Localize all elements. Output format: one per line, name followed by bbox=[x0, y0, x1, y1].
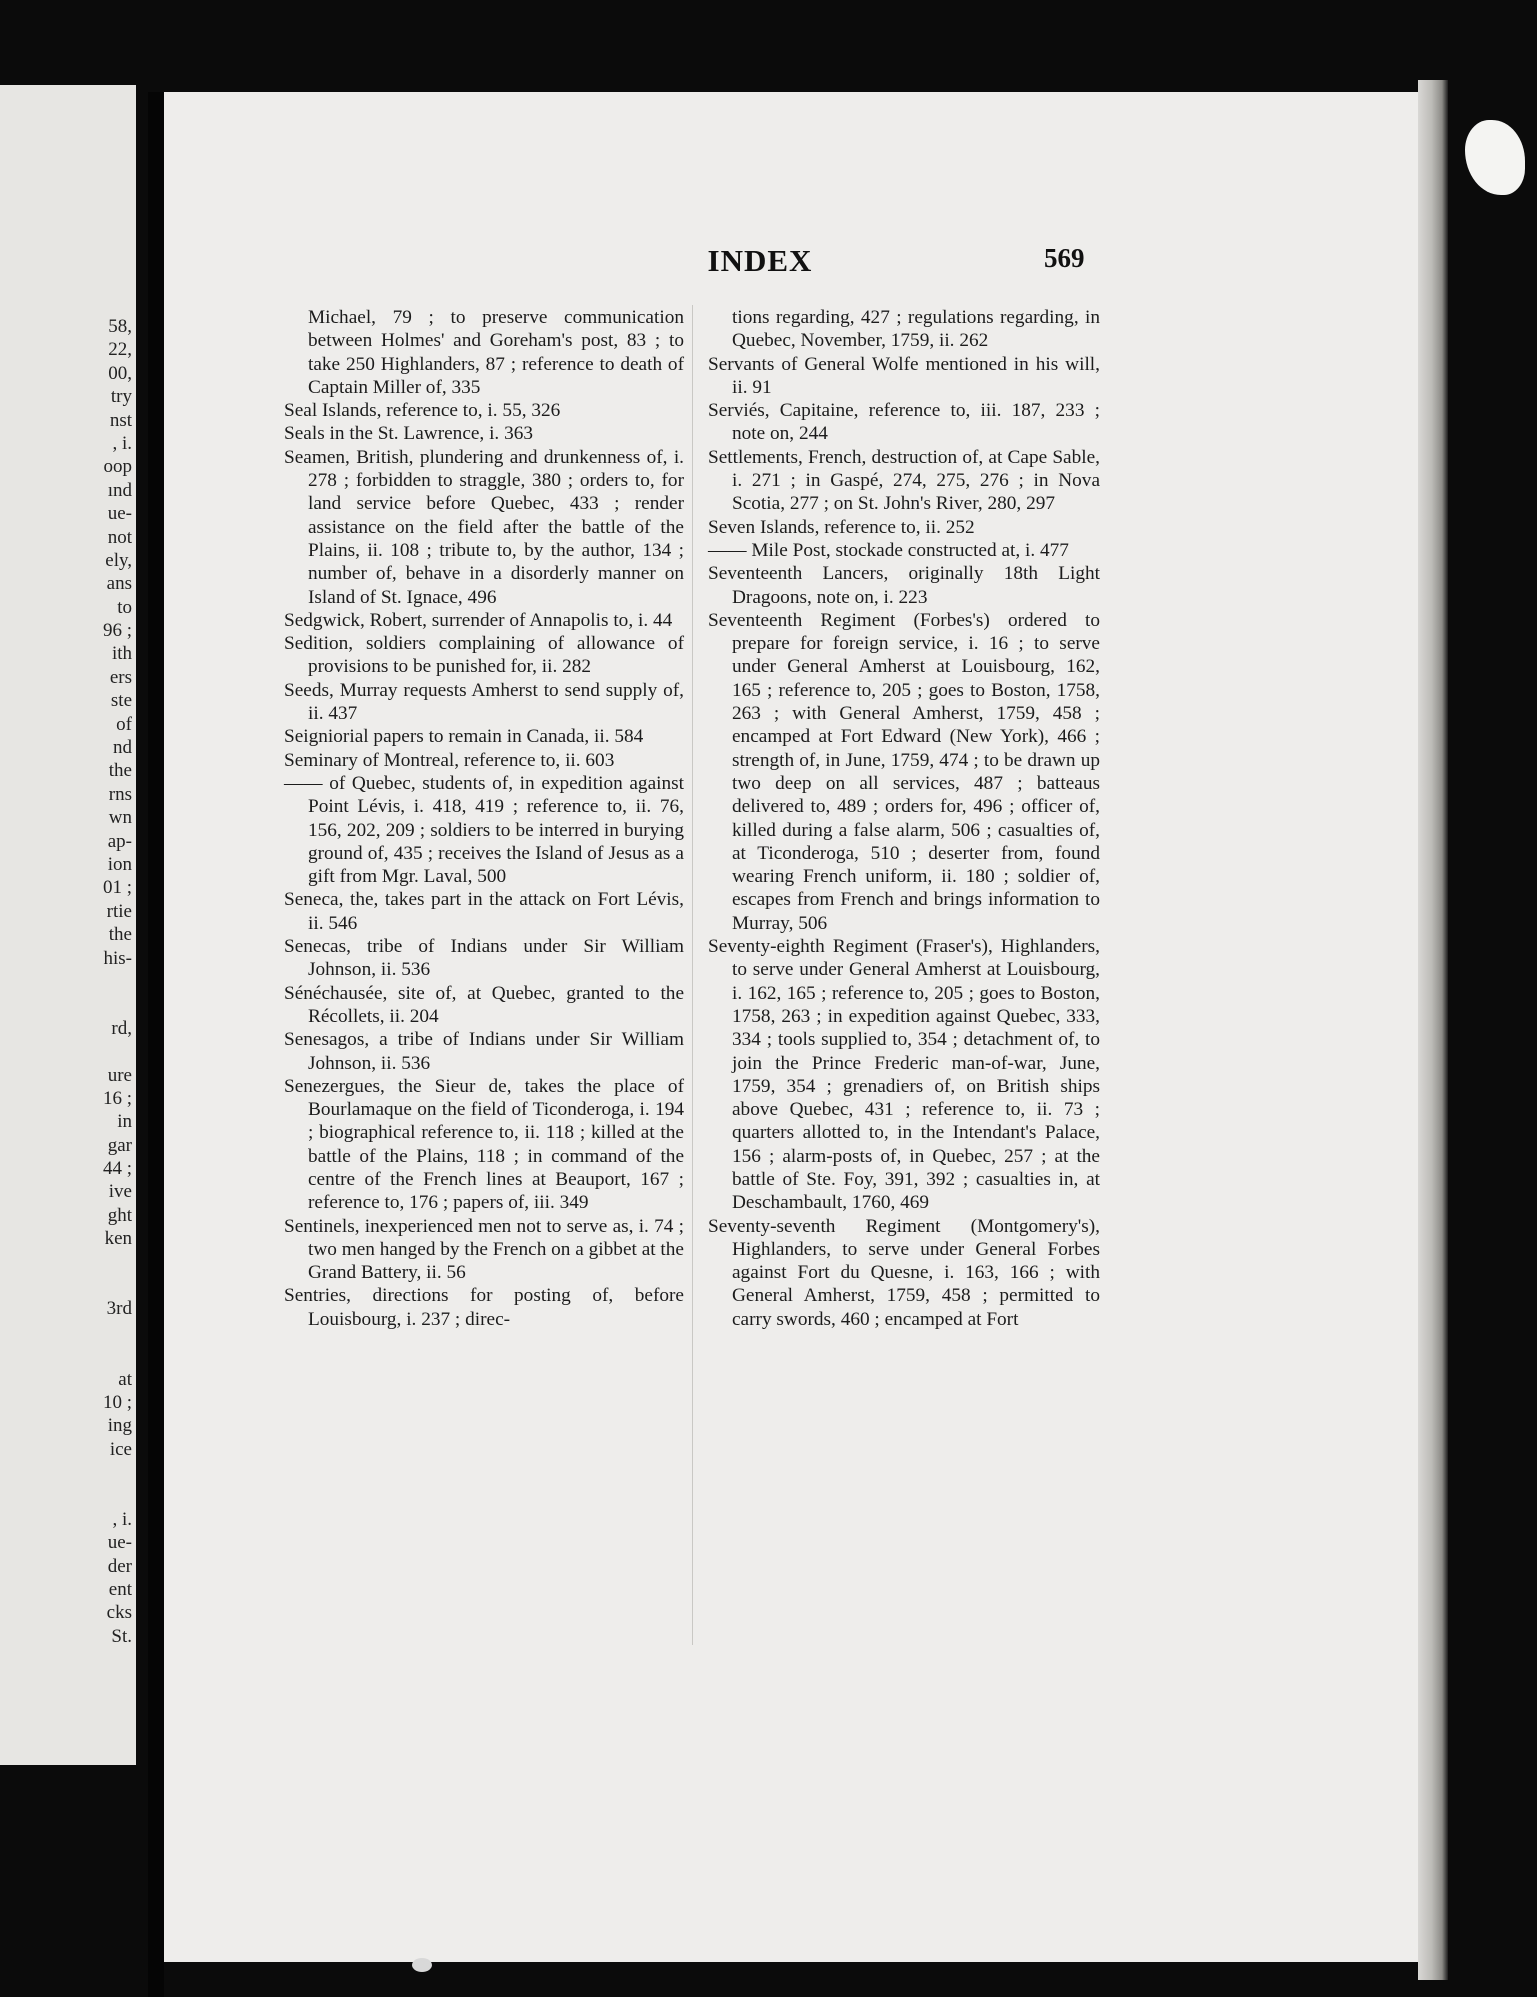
facing-page-line: not bbox=[107, 526, 132, 548]
index-entry: —— Mile Post, stockade constructed at, i. 477 bbox=[708, 539, 1069, 561]
facing-page-line: 00, bbox=[108, 362, 132, 384]
facing-page-line: der bbox=[107, 1555, 132, 1577]
facing-page-line: the bbox=[108, 760, 132, 782]
index-entry: Seigniorial papers to remain in Canada, ii. 584 bbox=[284, 726, 644, 748]
facing-page-line: , i. bbox=[112, 1508, 132, 1530]
facing-page-line: ing bbox=[107, 1415, 132, 1437]
facing-page-line: ans bbox=[106, 573, 132, 595]
facing-page-line: nst bbox=[109, 409, 132, 431]
facing-page-line: cks bbox=[106, 1602, 132, 1624]
facing-page-line: his- bbox=[103, 947, 132, 969]
facing-page-line: ken bbox=[104, 1228, 132, 1250]
index-entry: Sedgwick, Robert, surrender of Annapolis to, i. 44 bbox=[284, 609, 673, 631]
paper-tear bbox=[1465, 120, 1525, 195]
index-entry: Seal Islands, reference to, i. 55, 326 bbox=[284, 400, 561, 422]
facing-page-line: ely, bbox=[105, 549, 132, 571]
index-entry: Senesagos, a tribe of Indians under Sir William Johnson, ii. 536 bbox=[284, 1029, 684, 1074]
index-entry: Michael, 79 ; to preserve communication between Holmes' and Goreham's post, 83 ; to take 250 Highlanders, 87 ; reference to death of Captain Miller of, 335 bbox=[308, 307, 684, 398]
facing-page-line: ion bbox=[107, 853, 132, 875]
facing-page-line: ive bbox=[108, 1181, 132, 1203]
facing-page-line: 96 ; bbox=[102, 620, 132, 642]
index-column-right bbox=[708, 306, 1100, 1331]
scan-smudge bbox=[412, 1958, 432, 1972]
page-edge bbox=[1418, 80, 1448, 1980]
index-entry: Settlements, French, destruction of, at Cape Sable, i. 271 ; in Gaspé, 274, 275, 276 ; in Nova Scotia, 277 ; on St. John's River, 280, 297 bbox=[708, 446, 1100, 515]
facing-page-line: at bbox=[118, 1368, 132, 1390]
facing-page-line: nd bbox=[113, 737, 132, 759]
facing-page-fragment bbox=[0, 85, 136, 1765]
index-entry: Senezergues, the Sieur de, takes the place of Bourlamaque on the field of Ticonderoga, i. 194 ; biographical reference to, ii. 118 ; killed at the battle of the Plains, 118 ; in command of the centre of the French lines at Beauport, 167 ; reference to, 176 ; papers of, iii. 349 bbox=[284, 1075, 684, 1214]
facing-page-line bbox=[12, 1040, 132, 1063]
facing-page-line: rtie bbox=[106, 900, 132, 922]
index-entry: Seventeenth Lancers, originally 18th Light Dragoons, note on, i. 223 bbox=[708, 563, 1100, 608]
book-gutter bbox=[148, 92, 164, 1997]
index-column-left bbox=[284, 306, 684, 1331]
facing-page-line: ice bbox=[109, 1438, 132, 1460]
facing-page-line: to bbox=[117, 596, 132, 618]
facing-page-line: 22, bbox=[108, 339, 132, 361]
index-entry: Seminary of Montreal, reference to, ii. 603 bbox=[284, 749, 615, 771]
index-entry: Seamen, British, plundering and drunkenness of, i. 278 ; forbidden to straggle, 380 ; orders to, for land service before Quebec, 433 ; render assistance on the field after the battle of the Plains, ii. 108 ; tribute to, by the author, 134 ; number of, behave in a disorderly manner on Island of St. Ignace, 496 bbox=[284, 446, 684, 608]
facing-page-line: of bbox=[116, 713, 132, 735]
index-entry: Senecas, tribe of Indians under Sir William Johnson, ii. 536 bbox=[284, 936, 684, 981]
page-header bbox=[0, 243, 1537, 283]
facing-page-line bbox=[12, 1344, 132, 1367]
facing-page-line: 3rd bbox=[106, 1298, 132, 1320]
index-entry: tions regarding, 427 ; regulations regarding, in Quebec, November, 1759, ii. 262 bbox=[732, 307, 1100, 352]
index-entry: Sedition, soldiers complaining of allowance of provisions to be punished for, ii. 282 bbox=[284, 633, 684, 678]
facing-page-line: ure bbox=[107, 1064, 132, 1086]
column-divider bbox=[692, 305, 693, 1645]
facing-page-line: gar bbox=[107, 1134, 132, 1156]
facing-page-line: ent bbox=[108, 1579, 132, 1601]
facing-page-line: 58, bbox=[108, 316, 132, 337]
facing-page-line: , i. bbox=[112, 432, 132, 454]
facing-page-line: ght bbox=[107, 1204, 132, 1226]
facing-page-line: ste bbox=[110, 690, 132, 712]
facing-page-line: 44 ; bbox=[102, 1158, 132, 1180]
facing-page-text bbox=[12, 315, 132, 1648]
index-entry: Servants of General Wolfe mentioned in his will, ii. 91 bbox=[708, 353, 1100, 398]
facing-page-line bbox=[12, 1251, 132, 1274]
index-entry: Serviés, Capitaine, reference to, iii. 187, 233 ; note on, 244 bbox=[708, 400, 1100, 445]
facing-page-line: ınd bbox=[107, 479, 132, 501]
index-entry: Seventy-seventh Regiment (Montgomery's), Highlanders, to serve under General Forbes against Fort du Quesne, i. 163, 166 ; with General Amherst, 1759, 458 ; permitted to carry swords, 460 ; encamped at Fort bbox=[708, 1215, 1100, 1330]
facing-page-line: ue- bbox=[107, 1532, 132, 1554]
index-entry: —— of Quebec, students of, in expedition against Point Lévis, i. 418, 419 ; reference to, ii. 76, 156, 202, 209 ; soldiers to be interred in burying ground of, 435 ; receives the Island of Jesus as a gift from Mgr. Laval, 500 bbox=[284, 772, 684, 888]
index-entry: Seven Islands, reference to, ii. 252 bbox=[708, 516, 975, 538]
facing-page-line: 10 ; bbox=[102, 1391, 132, 1413]
facing-page-line: in bbox=[117, 1111, 132, 1133]
facing-page-line: 01 ; bbox=[102, 877, 132, 899]
facing-page-line: ers bbox=[109, 666, 132, 688]
facing-page-line: the bbox=[108, 924, 132, 946]
facing-page-line: 16 ; bbox=[102, 1087, 132, 1109]
facing-page-line bbox=[12, 1461, 132, 1484]
facing-page-line bbox=[12, 993, 132, 1016]
facing-page-line: rd, bbox=[111, 1017, 132, 1039]
facing-page-line: St. bbox=[111, 1625, 132, 1647]
index-entry: Seeds, Murray requests Amherst to send supply of, ii. 437 bbox=[284, 679, 684, 725]
running-head: INDEX bbox=[707, 243, 813, 278]
index-entry: Seals in the St. Lawrence, i. 363 bbox=[284, 423, 533, 445]
index-entry: Seventy-eighth Regiment (Fraser's), Highlanders, to serve under General Amherst at Louisbourg, i. 162, 165 ; reference to, 205 ; goes to Boston, 1758, 263 ; in expedition against Quebec, 333, 334 ; tools supplied to, 354 ; detachment of, to join the Prince Frederic man-of-war, June, 1759, 354 ; grenadiers of, on British ships above Quebec, 431 ; reference to, ii. 73 ; quarters allotted to, in the Intendant's Palace, 156 ; alarm-posts of, in Quebec, 257 ; at the battle of Ste. Foy, 391, 392 ; casualties in, at Deschambault, 1760, 469 bbox=[708, 936, 1100, 1214]
index-entry: Seneca, the, takes part in the attack on Fort Lévis, ii. 546 bbox=[284, 889, 684, 934]
facing-page-line: try bbox=[110, 386, 132, 408]
index-entry: Sénéchausée, site of, at Quebec, granted to the Récollets, ii. 204 bbox=[284, 982, 684, 1027]
facing-page-line: ap- bbox=[107, 830, 132, 852]
facing-page-line bbox=[12, 970, 132, 993]
page-number: 569 bbox=[1044, 243, 1085, 273]
index-entry: Sentries, directions for posting of, before Louisbourg, i. 237 ; direc- bbox=[284, 1285, 684, 1330]
facing-page-line: ue- bbox=[107, 503, 132, 525]
facing-page-line: wn bbox=[108, 807, 132, 829]
facing-page-line bbox=[12, 1485, 132, 1508]
facing-page-line: ith bbox=[111, 643, 132, 665]
facing-page-line: oop bbox=[103, 456, 132, 478]
index-entry: Seventeenth Regiment (Forbes's) ordered to prepare for foreign service, i. 16 ; to serve under General Amherst at Louisbourg, 162, 165 ; reference to, 205 ; goes to Boston, 1758, 263 ; with General Amherst, 1759, 458 ; encamped at Fort Edward (New York), 466 ; strength of, in June, 1759, 474 ; to be drawn up two deep on all services, 487 ; batteaus delivered to, 489 ; orders for, 496 ; officer of, killed during a false alarm, 506 ; casualties of, at Ticonderoga, 510 ; deserter from, found wearing French uniform, ii. 180 ; soldier of, escapes from French and brings information to Murray, 506 bbox=[708, 609, 1100, 934]
facing-page-line bbox=[12, 1274, 132, 1297]
facing-page-line bbox=[12, 1321, 132, 1344]
index-entry: Sentinels, inexperienced men not to serve as, i. 74 ; two men hanged by the French on a gibbet at the Grand Battery, ii. 56 bbox=[284, 1215, 684, 1284]
facing-page-line: rns bbox=[108, 783, 132, 805]
